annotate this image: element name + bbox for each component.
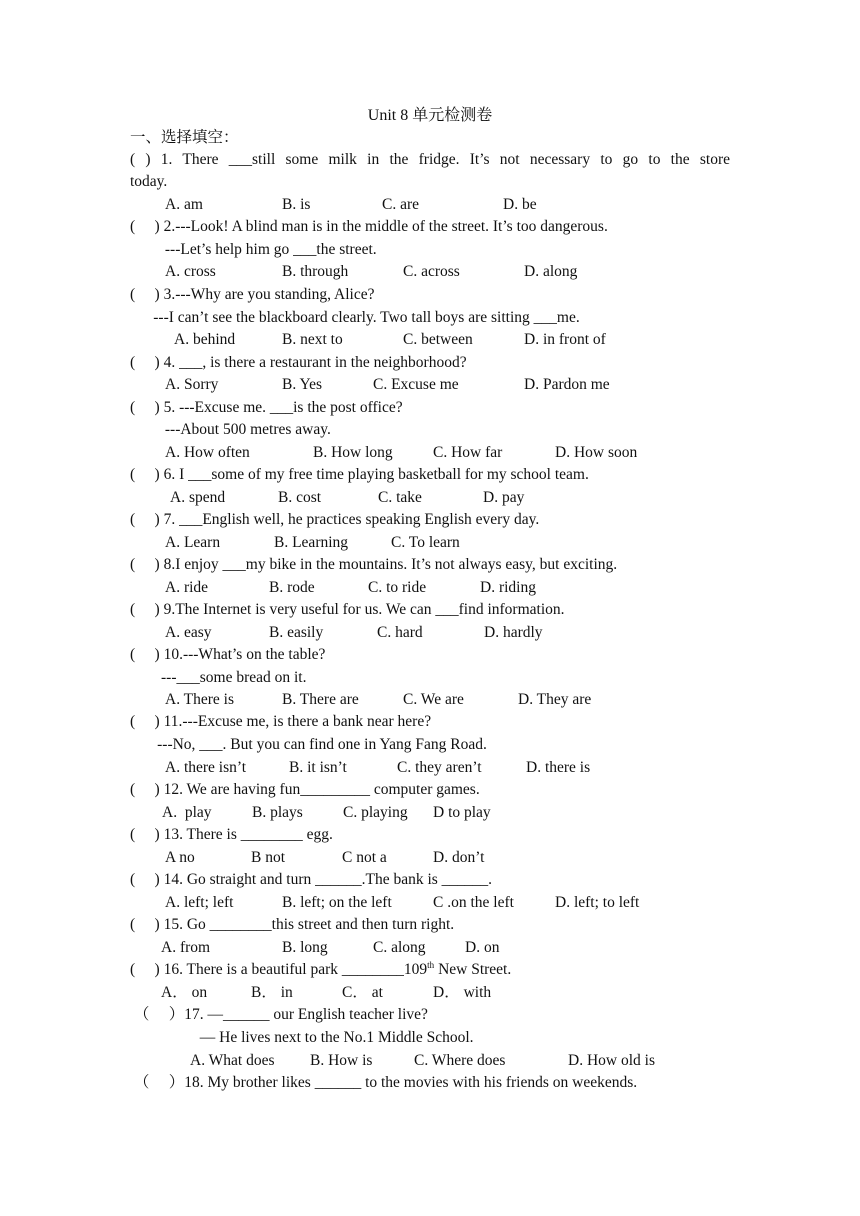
option-d: D. be bbox=[503, 196, 537, 213]
option-a: A. cross bbox=[165, 263, 216, 280]
option-b: B. Learning bbox=[274, 534, 349, 551]
option-c: C. playing bbox=[343, 804, 408, 821]
question-11-continuation: ---No, ___. But you can find one in Yang Fang Road. bbox=[130, 736, 487, 753]
question-6-options bbox=[0, 488, 860, 508]
option-b: B. through bbox=[282, 263, 349, 280]
option-c: C. To learn bbox=[391, 534, 460, 551]
option-a: A no bbox=[165, 849, 195, 866]
question-5-continuation: ---About 500 metres away. bbox=[130, 421, 331, 438]
option-b: B. long bbox=[282, 939, 328, 956]
option-d: D. hardly bbox=[484, 624, 543, 641]
option-a: A. How often bbox=[165, 444, 250, 461]
option-c: C. across bbox=[403, 263, 460, 280]
question-13-options bbox=[0, 848, 860, 868]
option-a: A. there isn’t bbox=[165, 759, 247, 776]
option-d: D. Pardon me bbox=[524, 376, 610, 393]
question-3-options bbox=[0, 330, 860, 350]
option-b: B. cost bbox=[278, 489, 322, 506]
option-b: B. rode bbox=[269, 579, 315, 596]
question-10-continuation: ---___some bread on it. bbox=[130, 669, 307, 686]
option-d: D. left; to left bbox=[555, 894, 640, 911]
question-5-options bbox=[0, 443, 860, 463]
option-a: A. left; left bbox=[165, 894, 234, 911]
question-8-stem: ( ) 8.I enjoy ___my bike in the mountains. It’s not always easy, but exciting. bbox=[130, 556, 618, 573]
option-d: D. along bbox=[524, 263, 578, 280]
option-a: A. spend bbox=[170, 489, 226, 506]
question-16-stem bbox=[130, 960, 511, 980]
question-16-options bbox=[0, 983, 860, 1003]
option-b: B not bbox=[251, 849, 286, 866]
option-c: C. We are bbox=[403, 691, 464, 708]
option-c: C not a bbox=[342, 849, 387, 866]
option-d: D to play bbox=[433, 804, 491, 821]
question-16-stem-part: New Street. bbox=[434, 961, 512, 978]
question-14-options bbox=[0, 893, 860, 913]
option-d: D. there is bbox=[526, 759, 591, 776]
question-13-stem: ( ) 13. There is ________ egg. bbox=[130, 826, 333, 843]
option-a: A. Learn bbox=[165, 534, 221, 551]
question-17-options bbox=[0, 1051, 860, 1071]
question-11-options bbox=[0, 758, 860, 778]
option-d: D. in front of bbox=[524, 331, 606, 348]
option-a: A. play bbox=[162, 804, 212, 821]
option-c: C. they aren’t bbox=[397, 759, 482, 776]
question-12-options bbox=[0, 803, 860, 823]
option-a: A. am bbox=[165, 196, 203, 213]
question-15-stem: ( ) 15. Go ________this street and then turn right. bbox=[130, 916, 455, 933]
option-a: A． on bbox=[161, 984, 208, 1001]
question-1-options bbox=[0, 195, 860, 215]
question-4-options bbox=[0, 375, 860, 395]
option-d: D. don’t bbox=[433, 849, 485, 866]
option-b: B. next to bbox=[282, 331, 343, 348]
question-14-stem: ( ) 14. Go straight and turn ______.The bank is ______. bbox=[130, 871, 493, 888]
question-9-options bbox=[0, 623, 860, 643]
question-15-options bbox=[0, 938, 860, 958]
question-1-stem: ( ) 1. There ___still some milk in the fridge. It’s not necessary to go to the store bbox=[130, 151, 730, 168]
option-d: D. on bbox=[465, 939, 500, 956]
option-b: B. How is bbox=[310, 1052, 373, 1069]
option-b: B. easily bbox=[269, 624, 324, 641]
option-c: C． at bbox=[342, 984, 383, 1001]
question-17-continuation: — He lives next to the No.1 Middle School. bbox=[130, 1029, 474, 1046]
option-d: D. They are bbox=[518, 691, 592, 708]
option-c: C. Excuse me bbox=[373, 376, 459, 393]
question-7-stem: ( ) 7. ___English well, he practices speaking English every day. bbox=[130, 511, 540, 528]
question-2-continuation: ---Let’s help him go ___the street. bbox=[130, 241, 377, 258]
question-12-stem: ( ) 12. We are having fun_________ computer games. bbox=[130, 781, 480, 798]
option-a: A. easy bbox=[165, 624, 212, 641]
question-2-stem: ( ) 2.---Look! A blind man is in the middle of the street. It’s too dangerous. bbox=[130, 218, 608, 235]
option-d: D. How soon bbox=[555, 444, 638, 461]
question-17-stem: （ ）17. —______ our English teacher live? bbox=[130, 1006, 428, 1023]
question-10-options bbox=[0, 690, 860, 710]
option-a: A. behind bbox=[174, 331, 236, 348]
option-d: D. pay bbox=[483, 489, 525, 506]
question-4-stem: ( ) 4. ___, is there a restaurant in the neighborhood? bbox=[130, 354, 467, 371]
question-16-stem-part: ( ) 16. There is a beautiful park ________109 bbox=[130, 961, 428, 978]
question-2-options bbox=[0, 262, 860, 282]
option-a: A. Sorry bbox=[165, 376, 219, 393]
option-b: B． in bbox=[251, 984, 293, 1001]
option-c: C. along bbox=[373, 939, 426, 956]
option-b: B. is bbox=[282, 196, 311, 213]
option-c: C. are bbox=[382, 196, 420, 213]
question-11-stem: ( ) 11.---Excuse me, is there a bank near here? bbox=[130, 713, 432, 730]
option-a: A. There is bbox=[165, 691, 235, 708]
option-b: B. There are bbox=[282, 691, 359, 708]
question-5-stem: ( ) 5. ---Excuse me. ___is the post office? bbox=[130, 399, 403, 416]
question-8-options bbox=[0, 578, 860, 598]
option-b: B. How long bbox=[313, 444, 393, 461]
option-c: C. hard bbox=[377, 624, 423, 641]
question-3-stem: ( ) 3.---Why are you standing, Alice? bbox=[130, 286, 375, 303]
option-d: D. How old is bbox=[568, 1052, 655, 1069]
question-9-stem: ( ) 9.The Internet is very useful for us. We can ___find information. bbox=[130, 601, 565, 618]
ordinal-suffix: th bbox=[427, 959, 435, 970]
option-c: C. Where does bbox=[414, 1052, 506, 1069]
question-6-stem: ( ) 6. I ___some of my free time playing basketball for my school team. bbox=[130, 466, 589, 483]
question-10-stem: ( ) 10.---What’s on the table? bbox=[130, 646, 326, 663]
option-c: C. to ride bbox=[368, 579, 427, 596]
section-heading: 一、选择填空： bbox=[130, 129, 239, 146]
option-d: D. riding bbox=[480, 579, 536, 596]
option-a: A. ride bbox=[165, 579, 209, 596]
question-3-continuation: ---I can’t see the blackboard clearly. Two tall boys are sitting ___me. bbox=[130, 309, 580, 326]
option-b: B. left; on the left bbox=[282, 894, 392, 911]
option-c: C. take bbox=[378, 489, 422, 506]
question-7-options bbox=[0, 533, 860, 553]
option-b: B. plays bbox=[252, 804, 303, 821]
option-a: A. What does bbox=[190, 1052, 275, 1069]
option-c: C .on the left bbox=[433, 894, 514, 911]
option-b: B. it isn’t bbox=[289, 759, 347, 776]
page-title: Unit 8 单元检测卷 bbox=[367, 107, 493, 124]
option-a: A. from bbox=[161, 939, 211, 956]
option-c: C. How far bbox=[433, 444, 503, 461]
option-b: B. Yes bbox=[282, 376, 323, 393]
question-1-continuation: today. bbox=[130, 173, 168, 190]
option-d: D． with bbox=[433, 984, 492, 1001]
option-c: C. between bbox=[403, 331, 473, 348]
question-18-stem: （ ）18. My brother likes ______ to the movies with his friends on weekends. bbox=[130, 1074, 638, 1091]
